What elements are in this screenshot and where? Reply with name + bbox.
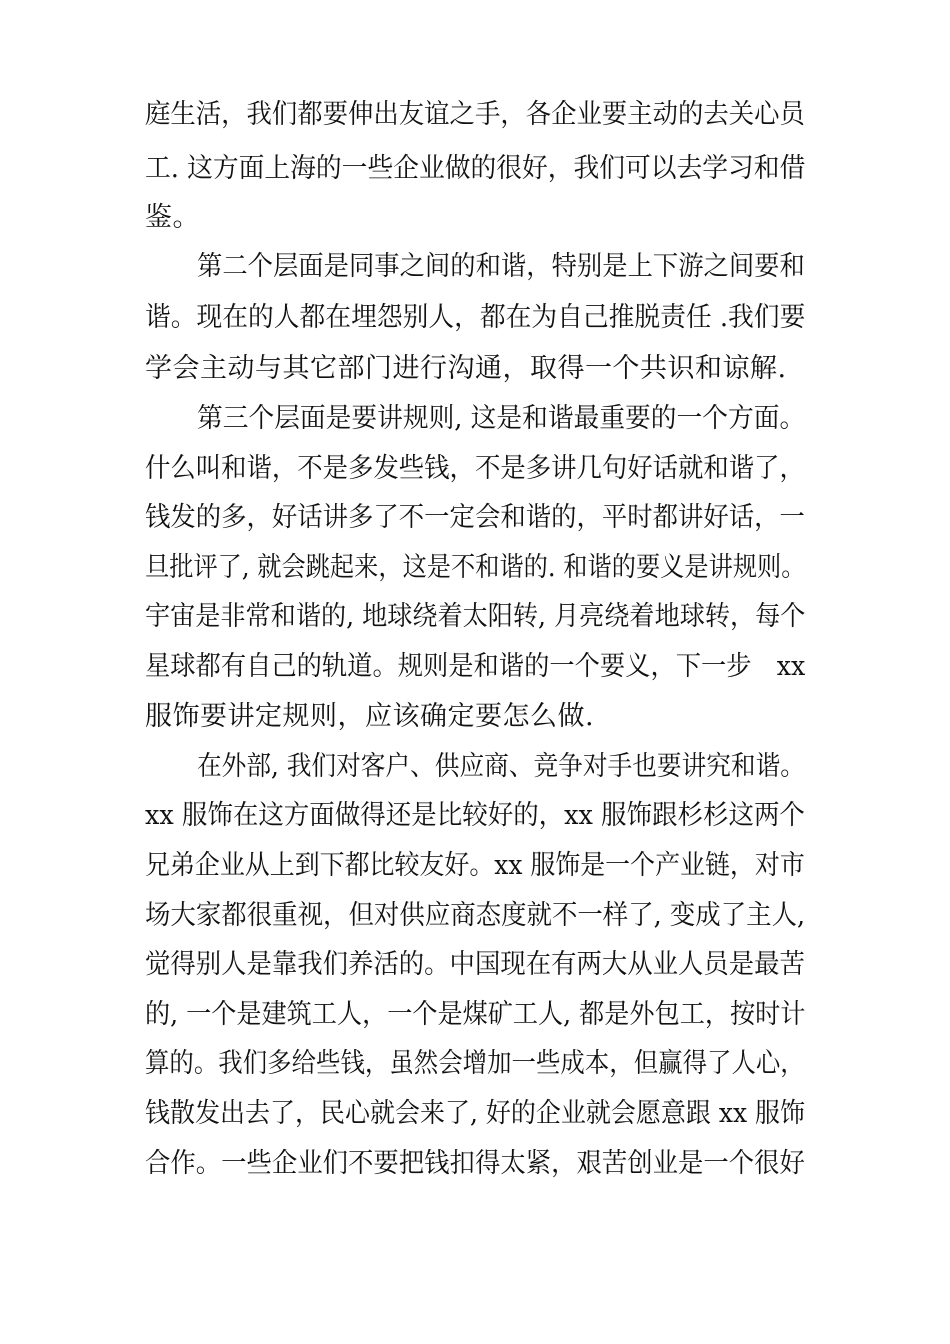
text-line: 算的。我们多给些钱，虽然会增加一些成本，但赢得了人心，: [145, 1048, 805, 1079]
text-line: 什么叫和谐，不是多发些钱，不是多讲几句好话就和谐了，: [145, 453, 805, 484]
text-line: 宇宙是非常和谐的, 地球绕着太阳转, 月亮绕着地球转，每个: [145, 601, 806, 632]
text-line: 第三个层面是要讲规则, 这是和谐最重要的一个方面。: [197, 403, 806, 434]
text-line: 觉得别人是靠我们养活的。中国现在有两大从业人员是最苦: [145, 949, 805, 980]
text-line: 兄弟企业从上到下都比较友好。xx 服饰是一个产业链，对市: [145, 850, 805, 881]
text-line: 的, 一个是建筑工人，一个是煤矿工人, 都是外包工，按时计: [145, 999, 806, 1030]
text-line: 工. 这方面上海的一些企业做的很好，我们可以去学习和借: [145, 153, 806, 184]
text-line: 服饰要讲定规则，应该确定要怎么做.: [145, 701, 595, 732]
text-line: 钱散发出去了，民心就会来了, 好的企业就会愿意跟 xx 服饰: [145, 1098, 806, 1129]
text-line: 谐。现在的人都在埋怨别人，都在为自己推脱责任 .我们要: [145, 302, 806, 333]
text-line: 钱发的多，好话讲多了不一定会和谐的，平时都讲好话，一: [145, 502, 805, 533]
text-line: 合作。一些企业们不要把钱扣得太紧，艰苦创业是一个很好: [145, 1148, 805, 1179]
text-line: 旦批评了, 就会跳起来，这是不和谐的. 和谐的要义是讲规则。: [145, 552, 806, 583]
text-line: xx 服饰在这方面做得还是比较好的，xx 服饰跟杉杉这两个: [145, 800, 805, 831]
text-line: 学会主动与其它部门进行沟通，取得一个共识和谅解.: [145, 353, 787, 384]
text-line: 鉴。: [145, 202, 200, 233]
text-line: 场大家都很重视，但对供应商态度就不一样了, 变成了主人,: [145, 900, 806, 931]
text-line: 在外部, 我们对客户、供应商、竞争对手也要讲究和谐。: [197, 751, 805, 782]
text-line: 第二个层面是同事之间的和谐，特别是上下游之间要和: [197, 251, 805, 282]
text-line: 庭生活，我们都要伸出友谊之手，各企业要主动的去关心员: [145, 99, 805, 130]
text-line: 星球都有自己的轨道。规则是和谐的一个要义，下一步 xx: [145, 651, 806, 682]
